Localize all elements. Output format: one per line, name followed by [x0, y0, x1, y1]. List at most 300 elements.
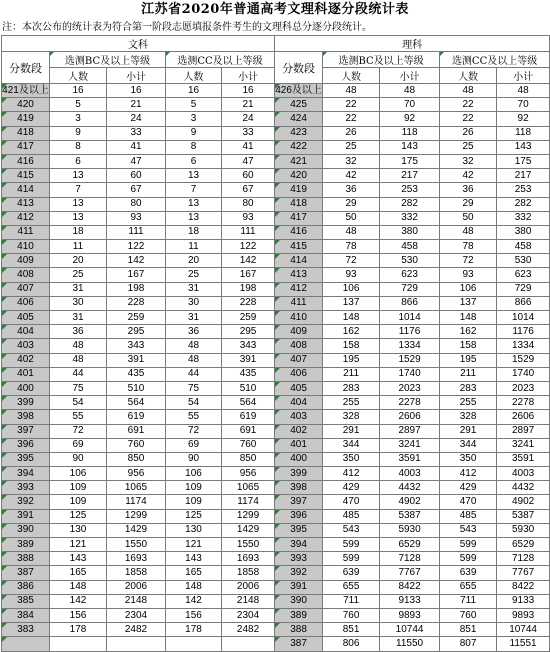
wenke-bc-cum-cell: 1693	[107, 552, 166, 566]
wenke-cc-cum-cell: 41	[222, 140, 275, 154]
table-row	[2, 381, 550, 395]
wenke-cc-cum-cell: 80	[222, 197, 275, 211]
wenke-score-cell: 395	[2, 452, 50, 466]
like-bc-count-cell: 350	[323, 452, 380, 466]
wenke-cc-count-cell: 8	[166, 140, 222, 154]
wenke-cc-count-cell: 55	[166, 410, 222, 424]
wenke-cc-count-cell: 16	[166, 84, 222, 98]
like-cc-count-cell: 195	[440, 353, 497, 367]
like-bc-count-cell: 48	[323, 225, 380, 239]
like-bc-cum-cell: 175	[380, 154, 440, 168]
like-cc-count-cell: 48	[440, 84, 497, 98]
wenke-cc-cum-cell: 760	[222, 438, 275, 452]
like-cc-cum-cell: 8422	[497, 580, 550, 594]
like-cc-cum-cell: 217	[497, 169, 550, 183]
like-bc-count-cell: 48	[323, 84, 380, 98]
like-bc-cum-cell: 70	[380, 98, 440, 112]
like-bc-count-cell: 211	[323, 367, 380, 381]
wenke-cc-cum-cell: 142	[222, 254, 275, 268]
wenke-score-cell: 416	[2, 154, 50, 168]
like-cc-cum-cell: 4432	[497, 481, 550, 495]
like-bc-cum-cell: 1529	[380, 353, 440, 367]
wenke-bc-count-cell: 31	[50, 311, 107, 325]
like-bc-count-cell: 344	[323, 438, 380, 452]
wenke-bc-cum-cell: 510	[107, 381, 166, 395]
like-cc-cum-cell: 1334	[497, 339, 550, 353]
page-title: 江苏省2020年普通高考文理科逐分段统计表	[141, 2, 409, 17]
wenke-bc-count-cell: 109	[50, 481, 107, 495]
like-bc-count-cell: 485	[323, 509, 380, 523]
wenke-score-cell: 389	[2, 538, 50, 552]
like-bc-cum-cell: 1014	[380, 311, 440, 325]
table-row	[2, 268, 550, 282]
wenke-cc-count-cell: 142	[166, 594, 222, 608]
like-cc-count-cell: 760	[440, 608, 497, 622]
wenke-cc-count-cell: 90	[166, 452, 222, 466]
wenke-bc-cum-cell: 1174	[107, 495, 166, 509]
like-cc-count-cell: 412	[440, 467, 497, 481]
like-score-cell: 416	[275, 225, 323, 239]
like-bc-count-cell: 851	[323, 623, 380, 637]
like-cc-cum-cell: 48	[497, 84, 550, 98]
like-bc-count-cell: 639	[323, 566, 380, 580]
table-row	[2, 481, 550, 495]
like-cc-cum-cell: 5387	[497, 509, 550, 523]
like-bc-count-cell: 93	[323, 268, 380, 282]
wenke-cc-cum-cell: 93	[222, 211, 275, 225]
wenke-cc-count-cell: 69	[166, 438, 222, 452]
wenke-cc-cum-cell: 343	[222, 339, 275, 353]
wenke-bc-cum-cell: 435	[107, 367, 166, 381]
like-bc-cum-cell: 530	[380, 254, 440, 268]
wenke-cc-cum-cell: 111	[222, 225, 275, 239]
wenke-score-cell: 390	[2, 523, 50, 537]
like-bc-count-cell: 22	[323, 112, 380, 126]
wenke-score-cell: 417	[2, 140, 50, 154]
table-row	[2, 353, 550, 367]
table-row	[2, 311, 550, 325]
like-cc-count-cell: 255	[440, 396, 497, 410]
wenke-bc-cum-cell: 1858	[107, 566, 166, 580]
wenke-score-cell: 421及以上	[2, 84, 50, 98]
wenke-cc-count-cell: 3	[166, 112, 222, 126]
like-score-cell: 421	[275, 154, 323, 168]
wenke-score-cell: 397	[2, 424, 50, 438]
wenke-bc-count-cell: 165	[50, 566, 107, 580]
like-cc-cum-cell: 5930	[497, 523, 550, 537]
like-score-header: 分数段	[275, 52, 323, 84]
table-row	[2, 197, 550, 211]
like-score-cell: 404	[275, 396, 323, 410]
wenke-cc-count-cell: 5	[166, 98, 222, 112]
like-bc-count-cell: 106	[323, 282, 380, 296]
like-cc-count-cell: 42	[440, 169, 497, 183]
wenke-score-cell: 385	[2, 594, 50, 608]
like-cc-cum-cell: 332	[497, 211, 550, 225]
like-bc-cum-cell: 10744	[380, 623, 440, 637]
like-bc-count-cell: 72	[323, 254, 380, 268]
wenke-bc-cum-cell: 41	[107, 140, 166, 154]
like-cc-count-cell: 283	[440, 381, 497, 395]
like-score-cell: 415	[275, 240, 323, 254]
wenke-cc-count-cell: 148	[166, 580, 222, 594]
like-bc-cum-cell: 9893	[380, 608, 440, 622]
like-cc-cum-cell: 4902	[497, 495, 550, 509]
like-bc-cum-cell: 11550	[380, 637, 440, 651]
like-bc-cum-cell: 9133	[380, 594, 440, 608]
like-cc-cum-cell: 118	[497, 126, 550, 140]
like-cc-count-cell: 48	[440, 225, 497, 239]
wenke-bc-cum-cell: 259	[107, 311, 166, 325]
wenke-cc-count-cell: 13	[166, 197, 222, 211]
like-bc-count-cell: 283	[323, 381, 380, 395]
like-cc-count-header: 人数	[440, 68, 497, 84]
wenke-cc-cum-cell: 259	[222, 311, 275, 325]
wenke-cc-cum-cell: 564	[222, 396, 275, 410]
wenke-score-cell: 404	[2, 325, 50, 339]
like-score-cell: 392	[275, 566, 323, 580]
wenke-score-cell: 402	[2, 353, 50, 367]
like-cc-cum-cell: 2023	[497, 381, 550, 395]
like-cc-count-cell: 291	[440, 424, 497, 438]
like-cc-cum-cell: 1740	[497, 367, 550, 381]
like-bc-count-cell: 162	[323, 325, 380, 339]
wenke-bc-cum-cell: 67	[107, 183, 166, 197]
wenke-bc-count-cell: 11	[50, 240, 107, 254]
like-cc-count-cell: 599	[440, 552, 497, 566]
like-bc-cum-cell: 253	[380, 183, 440, 197]
like-cc-count-cell: 711	[440, 594, 497, 608]
like-bc-cum-cell: 4003	[380, 467, 440, 481]
like-cc-cum-cell: 2278	[497, 396, 550, 410]
like-bc-cum-cell: 8422	[380, 580, 440, 594]
wenke-bc-cum-cell: 167	[107, 268, 166, 282]
wenke-cc-cum-cell: 198	[222, 282, 275, 296]
like-cc-count-cell: 36	[440, 183, 497, 197]
like-cc-count-cell: 639	[440, 566, 497, 580]
like-score-cell: 393	[275, 552, 323, 566]
like-score-cell: 417	[275, 211, 323, 225]
wenke-cc-cum-cell: 1065	[222, 481, 275, 495]
wenke-bc-count-cell: 143	[50, 552, 107, 566]
wenke-bc-cum-cell: 16	[107, 84, 166, 98]
like-bc-count-cell: 412	[323, 467, 380, 481]
wenke-cc-cum-cell: 47	[222, 154, 275, 168]
wenke-cc-count-cell: 156	[166, 608, 222, 622]
like-cc-cum-cell: 623	[497, 268, 550, 282]
wenke-score-cell: 400	[2, 381, 50, 395]
wenke-score-cell: 418	[2, 126, 50, 140]
wenke-score-cell: 388	[2, 552, 50, 566]
wenke-bc-cum-cell: 2482	[107, 623, 166, 637]
wenke-bc-cum-cell: 122	[107, 240, 166, 254]
like-cc-cum-header: 小计	[497, 68, 550, 84]
wenke-cc-count-cell: 6	[166, 154, 222, 168]
wenke-score-cell: 386	[2, 580, 50, 594]
like-score-cell: 414	[275, 254, 323, 268]
like-bc-cum-cell: 48	[380, 84, 440, 98]
wenke-bc-count-cell: 20	[50, 254, 107, 268]
wenke-bc-cum-cell: 142	[107, 254, 166, 268]
like-cc-cum-cell: 866	[497, 296, 550, 310]
table-row	[2, 467, 550, 481]
like-cc-count-cell: 32	[440, 154, 497, 168]
wenke-bc-count-cell: 3	[50, 112, 107, 126]
like-bc-count-cell: 158	[323, 339, 380, 353]
like-cc-cum-cell: 70	[497, 98, 550, 112]
like-cc-count-cell: 137	[440, 296, 497, 310]
wenke-cc-cum-cell: 21	[222, 98, 275, 112]
wenke-cc-count-header: 人数	[166, 68, 222, 84]
wenke-cc-count-cell: 48	[166, 339, 222, 353]
wenke-cc-cum-cell: 691	[222, 424, 275, 438]
wenke-cc-count-cell: 106	[166, 467, 222, 481]
like-cc-cum-cell: 530	[497, 254, 550, 268]
wenke-bc-count-cell: 55	[50, 410, 107, 424]
wenke-bc-count-cell: 5	[50, 98, 107, 112]
wenke-score-cell: 398	[2, 410, 50, 424]
like-bc-cum-cell: 7767	[380, 566, 440, 580]
wenke-bc-cum-cell: 60	[107, 169, 166, 183]
wenke-bc-cum-cell: 1065	[107, 481, 166, 495]
wenke-cc-count-cell: 44	[166, 367, 222, 381]
table-row	[2, 240, 550, 254]
table-row	[2, 225, 550, 239]
wenke-score-header: 分数段	[2, 52, 50, 84]
score-table	[1, 35, 550, 652]
wenke-cc-cum-cell: 122	[222, 240, 275, 254]
like-bc-count-cell: 429	[323, 481, 380, 495]
wenke-cc-cum-cell: 2006	[222, 580, 275, 594]
like-cc-count-cell: 22	[440, 112, 497, 126]
wenke-cc-cum-cell: 391	[222, 353, 275, 367]
wenke-score-cell: 391	[2, 509, 50, 523]
wenke-score-cell	[2, 637, 50, 651]
like-score-cell: 418	[275, 197, 323, 211]
like-score-cell: 426及以上	[275, 84, 323, 98]
like-bc-cum-cell: 5930	[380, 523, 440, 537]
wenke-cc-count-cell: 36	[166, 325, 222, 339]
like-cc-cum-cell: 3241	[497, 438, 550, 452]
like-bc-cum-header: 小计	[380, 68, 440, 84]
wenke-score-cell: 387	[2, 566, 50, 580]
wenke-bc-count-cell: 48	[50, 339, 107, 353]
wenke-bc-count-cell: 8	[50, 140, 107, 154]
like-bc-cum-cell: 7128	[380, 552, 440, 566]
like-label: 理科	[275, 36, 550, 52]
like-bc-count-cell: 543	[323, 523, 380, 537]
table-row	[2, 552, 550, 566]
wenke-bc-cum-cell: 1299	[107, 509, 166, 523]
wenke-score-cell: 415	[2, 169, 50, 183]
table-row	[2, 594, 550, 608]
wenke-bc-count-cell: 9	[50, 126, 107, 140]
wenke-cc-cum-cell: 435	[222, 367, 275, 381]
like-cc-count-cell: 429	[440, 481, 497, 495]
wenke-cc-count-cell: 178	[166, 623, 222, 637]
like-score-cell: 412	[275, 282, 323, 296]
wenke-score-cell: 405	[2, 311, 50, 325]
wenke-cc-count-cell: 31	[166, 311, 222, 325]
like-bc-cum-cell: 143	[380, 140, 440, 154]
wenke-bc-cum-cell: 1550	[107, 538, 166, 552]
like-cc-count-cell: 485	[440, 509, 497, 523]
like-cc-cum-cell: 9893	[497, 608, 550, 622]
wenke-bc-count-cell: 13	[50, 211, 107, 225]
table-row	[2, 396, 550, 410]
like-cc-count-cell: 599	[440, 538, 497, 552]
like-bc-cum-cell: 729	[380, 282, 440, 296]
wenke-score-cell: 394	[2, 467, 50, 481]
wenke-cc-count-cell: 20	[166, 254, 222, 268]
like-group-bc: 选测BC及以上等级	[323, 52, 440, 68]
wenke-cc-cum-cell: 16	[222, 84, 275, 98]
wenke-bc-cum-cell: 80	[107, 197, 166, 211]
wenke-cc-cum-cell: 2148	[222, 594, 275, 608]
wenke-score-cell: 414	[2, 183, 50, 197]
like-cc-count-cell: 655	[440, 580, 497, 594]
like-cc-count-cell: 162	[440, 325, 497, 339]
table-row	[2, 410, 550, 424]
wenke-cc-cum-cell: 1693	[222, 552, 275, 566]
like-score-cell: 387	[275, 637, 323, 651]
like-bc-count-cell: 36	[323, 183, 380, 197]
like-cc-count-cell: 328	[440, 410, 497, 424]
like-bc-count-cell: 42	[323, 169, 380, 183]
wenke-bc-count-cell: 25	[50, 268, 107, 282]
like-bc-count-cell: 26	[323, 126, 380, 140]
table-row	[2, 296, 550, 310]
wenke-bc-count-cell: 156	[50, 608, 107, 622]
wenke-cc-count-cell: 121	[166, 538, 222, 552]
like-bc-cum-cell: 332	[380, 211, 440, 225]
wenke-cc-count-cell	[166, 637, 222, 651]
wenke-bc-count-cell: 31	[50, 282, 107, 296]
table-row	[2, 509, 550, 523]
wenke-bc-count-cell: 36	[50, 325, 107, 339]
wenke-bc-count-cell: 13	[50, 197, 107, 211]
wenke-bc-count-cell: 130	[50, 523, 107, 537]
like-cc-cum-cell: 10744	[497, 623, 550, 637]
like-bc-count-cell: 148	[323, 311, 380, 325]
wenke-bc-count-cell: 30	[50, 296, 107, 310]
like-score-cell: 409	[275, 325, 323, 339]
table-row	[2, 339, 550, 353]
like-cc-cum-cell: 9133	[497, 594, 550, 608]
like-cc-count-cell: 148	[440, 311, 497, 325]
wenke-cc-cum-cell	[222, 637, 275, 651]
wenke-bc-cum-cell: 47	[107, 154, 166, 168]
wenke-bc-count-header: 人数	[50, 68, 107, 84]
like-bc-cum-cell: 6529	[380, 538, 440, 552]
wenke-bc-cum-cell: 228	[107, 296, 166, 310]
wenke-cc-count-cell: 30	[166, 296, 222, 310]
wenke-bc-cum-cell	[107, 637, 166, 651]
like-cc-cum-cell: 2606	[497, 410, 550, 424]
wenke-bc-count-cell: 69	[50, 438, 107, 452]
like-cc-count-cell: 158	[440, 339, 497, 353]
like-bc-count-cell: 25	[323, 140, 380, 154]
table-row	[2, 438, 550, 452]
table-row	[2, 367, 550, 381]
like-bc-count-cell: 255	[323, 396, 380, 410]
wenke-bc-count-cell: 48	[50, 353, 107, 367]
like-cc-cum-cell: 253	[497, 183, 550, 197]
like-score-cell: 407	[275, 353, 323, 367]
wenke-bc-cum-cell: 619	[107, 410, 166, 424]
like-cc-cum-cell: 11551	[497, 637, 550, 651]
like-bc-cum-cell: 4432	[380, 481, 440, 495]
wenke-cc-count-cell: 72	[166, 424, 222, 438]
like-cc-cum-cell: 6529	[497, 538, 550, 552]
wenke-cc-cum-cell: 1550	[222, 538, 275, 552]
table-row	[2, 126, 550, 140]
like-score-cell: 411	[275, 296, 323, 310]
wenke-score-cell: 411	[2, 225, 50, 239]
like-score-cell: 425	[275, 98, 323, 112]
like-cc-count-cell: 807	[440, 637, 497, 651]
like-score-cell: 397	[275, 495, 323, 509]
like-bc-count-cell: 32	[323, 154, 380, 168]
wenke-bc-count-cell: 125	[50, 509, 107, 523]
wenke-cc-cum-cell: 2304	[222, 608, 275, 622]
wenke-cc-count-cell: 165	[166, 566, 222, 580]
table-row	[2, 325, 550, 339]
wenke-bc-count-cell	[50, 637, 107, 651]
wenke-bc-count-cell: 109	[50, 495, 107, 509]
like-cc-count-cell: 29	[440, 197, 497, 211]
like-cc-cum-cell: 458	[497, 240, 550, 254]
wenke-bc-count-cell: 142	[50, 594, 107, 608]
like-cc-cum-cell: 7128	[497, 552, 550, 566]
wenke-cc-count-cell: 109	[166, 481, 222, 495]
like-bc-cum-cell: 3241	[380, 438, 440, 452]
like-bc-cum-cell: 92	[380, 112, 440, 126]
like-score-cell: 390	[275, 594, 323, 608]
like-bc-count-cell: 760	[323, 608, 380, 622]
like-bc-cum-cell: 1740	[380, 367, 440, 381]
wenke-cc-cum-cell: 33	[222, 126, 275, 140]
like-bc-count-cell: 806	[323, 637, 380, 651]
table-row	[2, 452, 550, 466]
like-score-cell: 389	[275, 608, 323, 622]
wenke-bc-count-cell: 90	[50, 452, 107, 466]
like-score-cell: 395	[275, 523, 323, 537]
wenke-bc-cum-cell: 691	[107, 424, 166, 438]
like-bc-cum-cell: 866	[380, 296, 440, 310]
wenke-bc-count-cell: 106	[50, 467, 107, 481]
page-note: 注：本次公布的统计表为符合第一阶段志愿填报条件考生的文理科总分逐分段统计。	[2, 22, 372, 33]
wenke-score-cell: 383	[2, 623, 50, 637]
like-cc-cum-cell: 92	[497, 112, 550, 126]
wenke-cc-cum-cell: 956	[222, 467, 275, 481]
wenke-cc-cum-cell: 510	[222, 381, 275, 395]
like-cc-cum-cell: 729	[497, 282, 550, 296]
table-row	[2, 254, 550, 268]
like-bc-count-cell: 655	[323, 580, 380, 594]
wenke-bc-count-cell: 72	[50, 424, 107, 438]
wenke-bc-cum-cell: 343	[107, 339, 166, 353]
wenke-score-cell: 412	[2, 211, 50, 225]
like-bc-count-cell: 22	[323, 98, 380, 112]
like-bc-cum-cell: 458	[380, 240, 440, 254]
wenke-cc-cum-cell: 60	[222, 169, 275, 183]
wenke-score-cell: 420	[2, 98, 50, 112]
like-score-cell: 406	[275, 367, 323, 381]
table-row	[2, 424, 550, 438]
like-cc-count-cell: 93	[440, 268, 497, 282]
wenke-cc-cum-cell: 1299	[222, 509, 275, 523]
